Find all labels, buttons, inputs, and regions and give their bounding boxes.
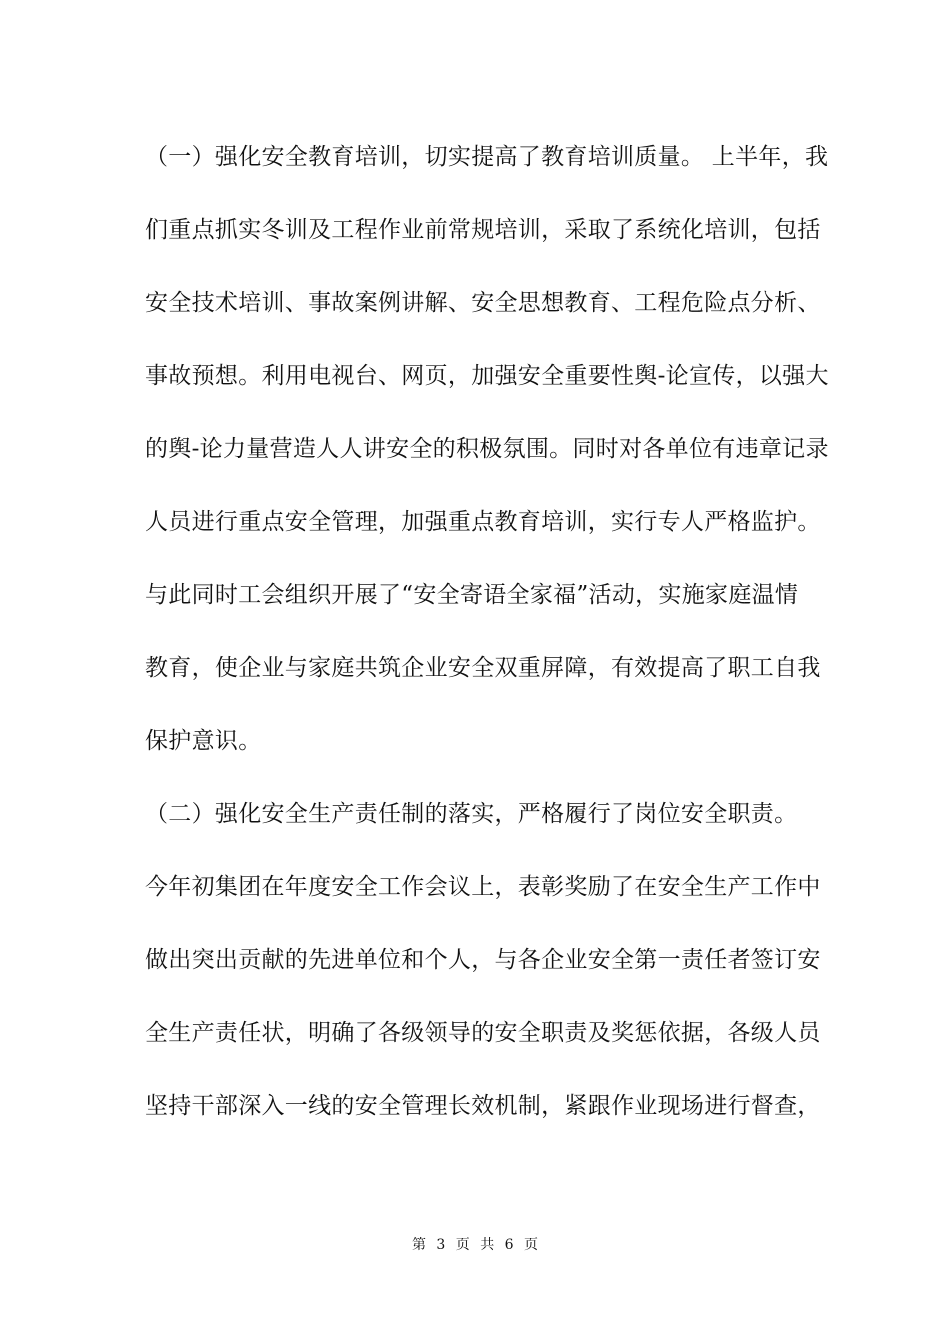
text-line: 们重点抓实冬训及工程作业前常规培训，采取了系统化培训，包括 xyxy=(145,217,821,243)
text-line: 与此同时工会组织开展了“安全寄语全家福”活动，实施家庭温情 xyxy=(145,582,799,608)
text-line: 今年初集团在年度安全工作会议上，表彰奖励了在安全生产工作中 xyxy=(145,874,821,900)
text-line: 的舆-论力量营造人人讲安全的积极氛围。同时对各单位有违章记录 xyxy=(145,436,829,462)
text-line: 全生产责任状，明确了各级领导的安全职责及奖惩依据，各级人员 xyxy=(145,1020,821,1046)
text-line: 保护意识。 xyxy=(145,728,262,754)
text-line: 安全技术培训、事故案例讲解、安全思想教育、工程危险点分析、 xyxy=(145,290,821,316)
page-number-footer: 第 3 页 共 6 页 xyxy=(411,1237,539,1253)
text-line: 做出突出贡献的先进单位和个人，与各企业安全第一责任者签订安 xyxy=(145,947,821,973)
text-line: 教育，使企业与家庭共筑企业安全双重屏障，有效提高了职工自我 xyxy=(145,655,821,681)
text-line: 事故预想。利用电视台、网页，加强安全重要性舆-论宣传，以强大 xyxy=(145,363,829,389)
section-heading: （二）强化安全生产责任制的落实，严格履行了岗位安全职责。 xyxy=(145,801,798,827)
text-line: 坚持干部深入一线的安全管理长效机制，紧跟作业现场进行督查， xyxy=(145,1093,821,1119)
text-line: 人员进行重点安全管理，加强重点教育培训，实行专人严格监护。 xyxy=(145,509,821,535)
text-line: （一）强化安全教育培训，切实提高了教育培训质量。 上半年，我 xyxy=(145,144,829,170)
